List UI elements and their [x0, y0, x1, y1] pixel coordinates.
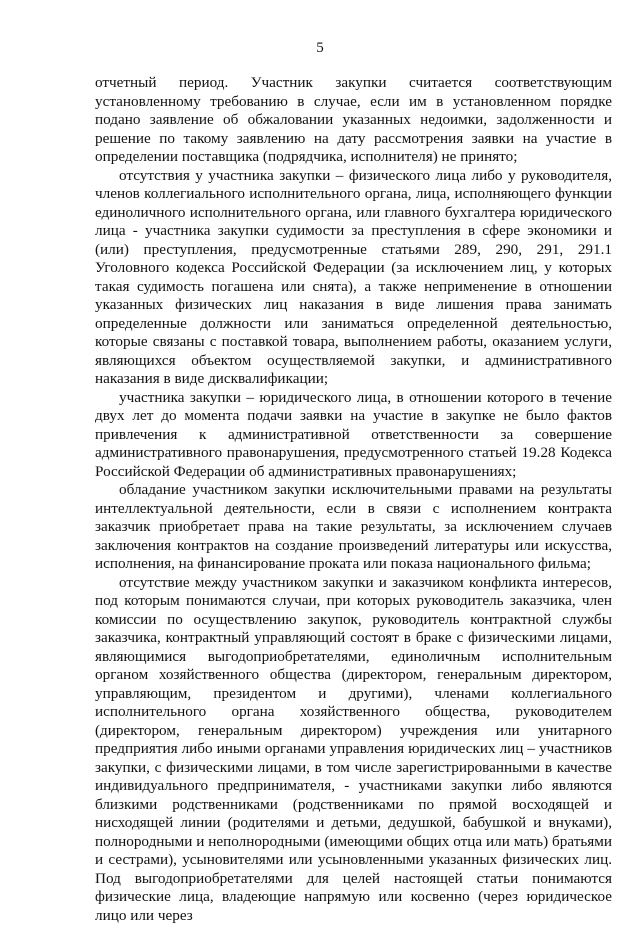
paragraph-exclusive-rights: обладание участником закупки исключительными правами на результаты интеллектуальной деятельности, если в связи с исполнением контракта заказчик приобретает права на такие результаты, за исключением случаев заключения контрактов на создание произведений литературы или искусства, исполнения, на финансирование проката или показа национального фильма;	[95, 481, 612, 574]
paragraph-no-criminal-record: отсутствия у участника закупки – физического лица либо у руководителя, членов коллегиального исполнительного органа, лица, исполняющего функции единоличного исполнительного органа, или главного бухгалтера юридического лица - участника закупки судимости за преступления в сфере экономики и (или) преступления, предусмотренные статьями 289, 290, 291, 291.1 Уголовного кодекса Российской Федерации (за исключением лиц, у которых такая судимость погашена или снята), а также неприменение в отношении указанных физических лиц наказания в виде лишения права занимать определенные должности или заниматься определенной деятельностью, которые связаны с поставкой товара, выполнением работы, оказанием услуги, являющихся объектом осуществляемой закупки, и административного наказания в виде дисквалификации;	[95, 167, 612, 389]
paragraph-reporting-period: отчетный период. Участник закупки считается соответствующим установленному требованию в случае, если им в установленном порядке подано заявление об обжаловании указанных недоимки, задолженности и решение по такому заявлению на дату рассмотрения заявки на участие в определении поставщика (подрядчика, исполнителя) не принято;	[95, 74, 612, 167]
page-number: 5	[0, 40, 640, 57]
paragraph-no-administrative-liability: участника закупки – юридического лица, в отношении которого в течение двух лет до момента подачи заявки на участие в закупке не было фактов привлечения к административной ответственности за совершение административного правонарушения, предусмотренного статьей 19.28 Кодекса Российской Федерации об административных правонарушениях;	[95, 389, 612, 482]
paragraph-conflict-of-interest: отсутствие между участником закупки и заказчиком конфликта интересов, под которым понимаются случаи, при которых руководитель заказчика, член комиссии по осуществлению закупок, руководитель контрактной службы заказчика, контрактный управляющий состоят в браке с физическими лицами, являющимися выгодоприобретателями, единоличным исполнительным органом хозяйственного общества (директором, генеральным директором, управляющим, президентом и другими), членами коллегиального исполнительного органа хозяйственного общества, руководителем (директором, генеральным директором) учреждения или унитарного предприятия либо иными органами управления юридических лиц – участников закупки, с физическими лицами, в том числе зарегистрированными в качестве индивидуального предпринимателя, - участниками закупки либо являются близкими родственниками (родственниками по прямой восходящей и нисходящей линии (родителями и детьми, дедушкой, бабушкой и внуками), полнородными и неполнородными (имеющими общих отца или мать) братьями и сестрами), усыновителями или усыновленными указанных физических лиц. Под выгодоприобретателями для целей настоящей статьи понимаются физические лица, владеющие напрямую или косвенно (через юридическое лицо или через	[95, 574, 612, 925]
document-body	[95, 74, 612, 925]
